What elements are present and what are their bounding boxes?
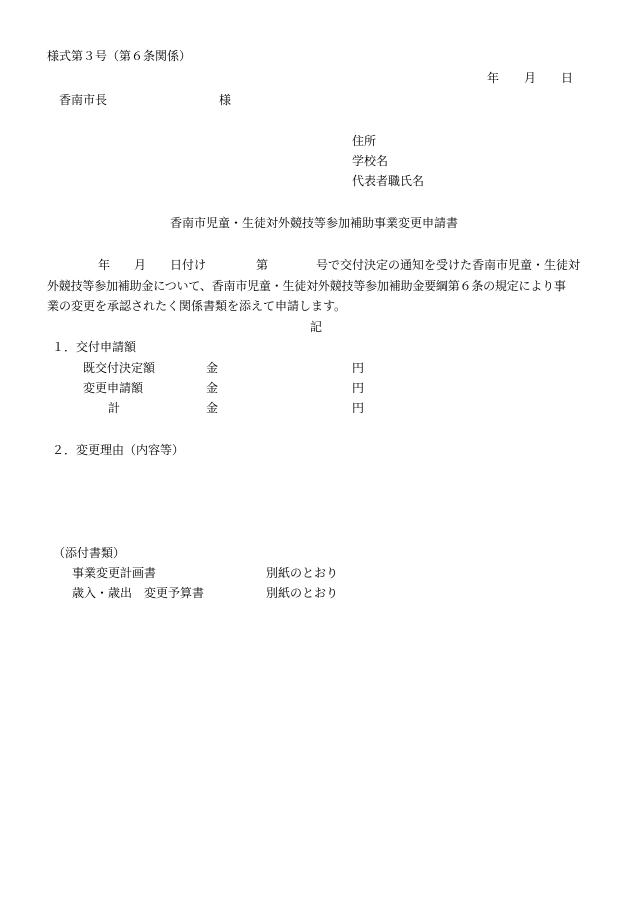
amount-row-yen: 円 (352, 381, 365, 395)
applicant-representative: 代表者職氏名 (352, 174, 425, 188)
date-day: 日 (561, 71, 574, 85)
attachment-name: 事業変更計画書 (72, 566, 157, 580)
amount-row-kin: 金 (206, 361, 219, 375)
amount-row-label: 計 (108, 401, 121, 415)
date-year: 年 (487, 71, 500, 85)
addressee-honorific: 様 (219, 93, 232, 107)
body-number: 第 (256, 258, 269, 272)
amount-row-kin: 金 (206, 401, 219, 415)
attachment-note: 別紙のとおり (266, 586, 339, 600)
body-line2: 外競技等参加補助金について、香南市児童・生徒対外競技等参加補助金要綱第６条の規定により事 (47, 279, 566, 293)
attachment-note: 別紙のとおり (266, 566, 339, 580)
body-month: 月 (134, 258, 147, 272)
body-line1-rest: 号で交付決定の通知を受けた香南市児童・生徒対 (316, 258, 581, 272)
document-title: 香南市児童・生徒対外競技等参加補助事業変更申請書 (170, 216, 459, 230)
body-year: 年 (98, 258, 111, 272)
amount-row-kin: 金 (206, 381, 219, 395)
section2-heading: ２．変更理由（内容等） (52, 443, 185, 457)
amount-row-yen: 円 (352, 401, 365, 415)
attachment-name: 歳入・歳出 変更予算書 (72, 586, 205, 600)
applicant-address: 住所 (352, 134, 377, 148)
amount-row-label: 既交付決定額 (83, 361, 156, 375)
section1-heading: １．交付申請額 (52, 340, 137, 354)
ki-heading: 記 (310, 320, 323, 334)
body-line3: 業の変更を承認されたく関係書類を添えて申請します。 (47, 299, 347, 313)
attachments-heading: （添付書類） (53, 546, 126, 560)
body-dated: 日付け (170, 258, 207, 272)
amount-row-yen: 円 (352, 361, 365, 375)
date-month: 月 (524, 71, 537, 85)
applicant-school: 学校名 (352, 154, 389, 168)
form-number: 様式第３号（第６条関係） (47, 49, 192, 63)
addressee-name: 香南市長 (59, 93, 108, 107)
amount-row-label: 変更申請額 (83, 381, 144, 395)
